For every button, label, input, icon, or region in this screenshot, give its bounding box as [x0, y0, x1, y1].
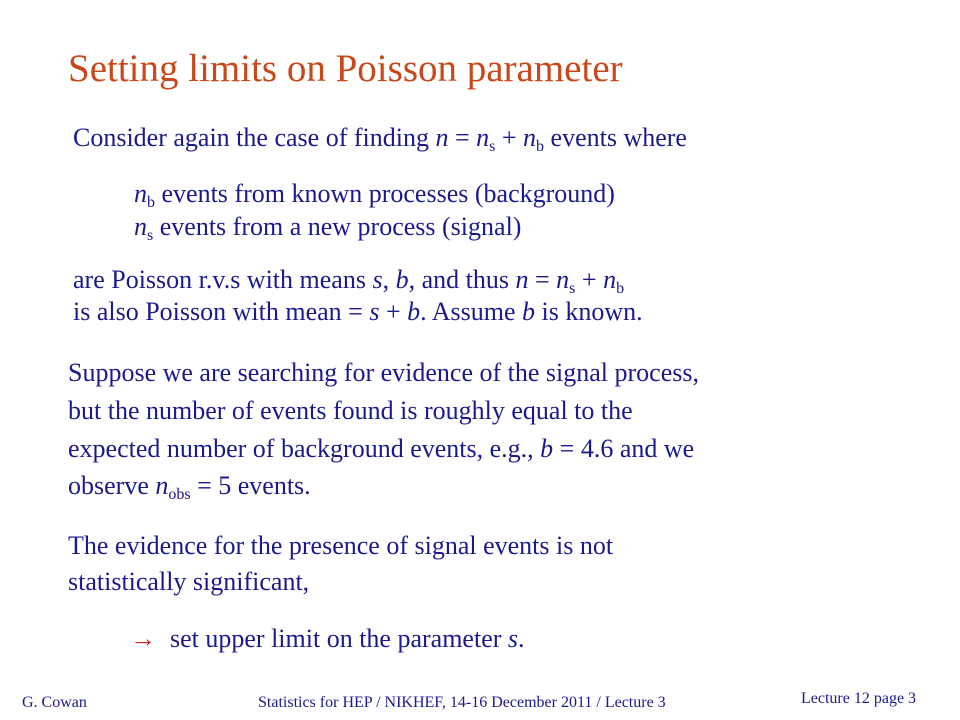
math-eq: = [454, 123, 470, 152]
text-segment: is known. [541, 297, 643, 326]
text-segment: statistically significant, [68, 567, 310, 596]
math-n: n [603, 265, 617, 294]
text-segment: events where [550, 123, 687, 152]
footer-page: Lecture 12 page 3 [801, 690, 917, 707]
text-poisson-mean [73, 299, 643, 325]
footer-course: Statistics for HEP / NIKHEF, 14-16 December 2011 / Lecture 3 [258, 694, 666, 711]
text-segment: The evidence for the presence of signal events is not [68, 531, 614, 560]
text-observe [68, 471, 311, 503]
math-sub: s [147, 227, 154, 244]
math-plus: + [581, 265, 597, 294]
math-s: s [369, 297, 380, 326]
text-poisson-means [73, 265, 625, 297]
text-suppose-2 [68, 398, 633, 424]
math-b: b [407, 297, 421, 326]
math-plus: + [385, 297, 401, 326]
text-segment: set upper limit on the parameter [170, 624, 502, 653]
text-suppose-3 [68, 436, 694, 462]
text-segment: . Assume [420, 297, 516, 326]
text-segment: are Poisson r.v.s with means [73, 265, 366, 294]
math-n: n [134, 212, 147, 241]
math-n: n [134, 179, 147, 208]
math-n: n [515, 265, 529, 294]
math-n: n [476, 123, 490, 152]
math-sub: b [536, 138, 545, 155]
text-segment: . [518, 624, 525, 653]
text-segment: Suppose we are searching for evidence of the signal process, [68, 358, 699, 387]
text-segment: Consider again the case of finding [73, 123, 429, 152]
math-sub: s [569, 280, 576, 297]
text-segment: is also Poisson with mean = [73, 297, 363, 326]
math-b: b [395, 265, 409, 294]
text-upper-limit [130, 626, 525, 652]
math-n: n [155, 471, 169, 500]
text-background-events [134, 179, 615, 211]
math-s: s [507, 624, 519, 653]
text-segment: , and thus [408, 265, 509, 294]
arrow-icon: → [130, 624, 156, 653]
slide-title: Setting limits on Poisson parameter [68, 47, 623, 90]
math-n: n [556, 265, 570, 294]
math-b: b [521, 297, 535, 326]
math-eq: = [534, 265, 550, 294]
text-consider [73, 123, 687, 155]
math-sub: obs [168, 486, 191, 503]
math-comma: , [382, 265, 390, 294]
text-segment: but the number of events found is roughly equal to the [68, 396, 633, 425]
math-b: b [540, 434, 554, 463]
text-segment: = 5 events. [197, 471, 311, 500]
math-s: s [372, 265, 383, 294]
math-sub: s [489, 138, 496, 155]
math-sub: b [147, 194, 155, 211]
text-segment: = 4.6 and we [559, 434, 695, 463]
math-plus: + [501, 123, 517, 152]
footer-author: G. Cowan [22, 694, 87, 711]
math-n: n [435, 123, 449, 152]
text-evidence-2 [68, 569, 309, 595]
text-segment: observe [68, 471, 149, 500]
math-n: n [523, 123, 537, 152]
text-evidence-1 [68, 533, 613, 559]
text-segment: expected number of background events, e.g., [68, 434, 534, 463]
math-sub: b [616, 280, 625, 297]
text-segment: events from a new process (signal) [159, 212, 522, 241]
text-signal-events [134, 212, 522, 244]
text-suppose-1 [68, 360, 699, 386]
text-segment: events from known processes (background) [161, 179, 615, 208]
